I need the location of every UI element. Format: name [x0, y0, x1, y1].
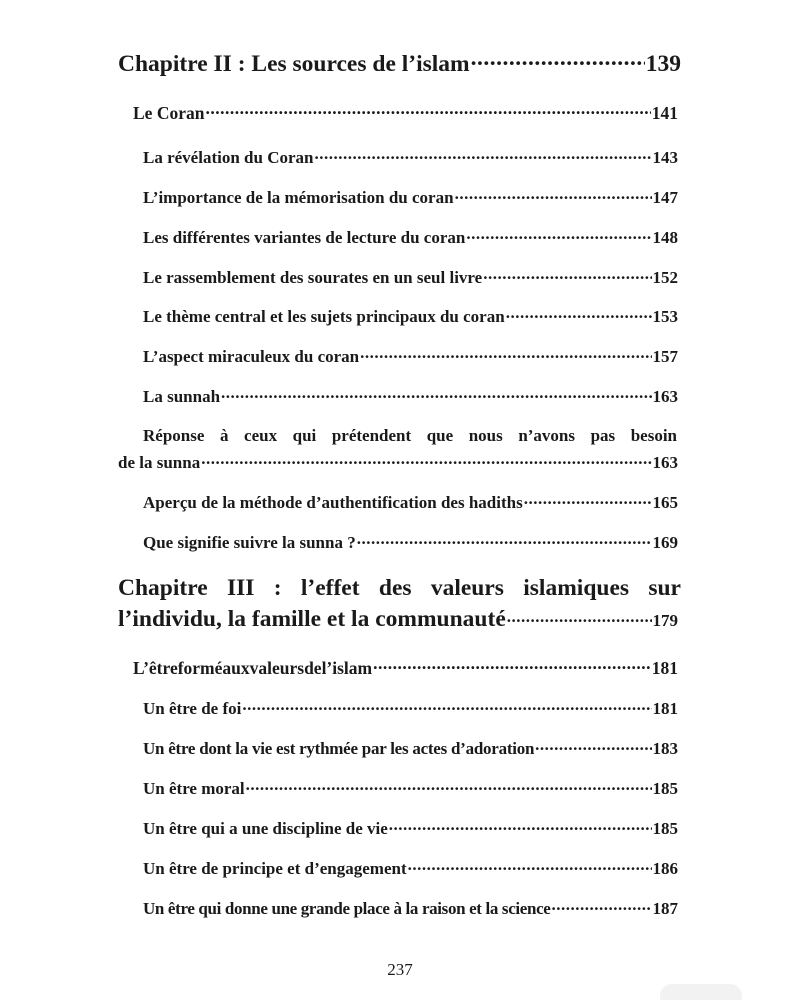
toc-entry	[143, 345, 678, 367]
toc-title: La révélation du Coran	[143, 148, 314, 167]
toc-title: Un être de principe et d’engagement	[143, 859, 407, 878]
toc-title: Les différentes variantes de lecture du coran	[143, 228, 466, 247]
leader-dots	[507, 609, 652, 626]
toc-page: 163	[652, 387, 678, 406]
toc-title: Chapitre II : Les sources de l’islam	[118, 50, 470, 77]
leader-dots	[408, 857, 652, 874]
toc-entry	[143, 777, 678, 799]
leader-dots	[221, 385, 651, 402]
toc-entry	[143, 226, 678, 248]
toc-entry	[143, 817, 678, 839]
leader-dots	[201, 451, 651, 468]
leader-dots	[483, 266, 651, 283]
leader-dots	[246, 777, 652, 794]
toc-entry	[143, 697, 678, 719]
leader-dots	[314, 146, 651, 163]
toc-section-coran	[133, 101, 678, 124]
leader-dots	[360, 345, 651, 362]
toc-entry	[143, 146, 678, 168]
toc-entry-reponse	[118, 451, 678, 473]
toc-title: Le thème central et les sujets principaux du coran	[143, 307, 505, 326]
toc-page: 186	[652, 859, 678, 878]
page-number: 237	[387, 960, 413, 979]
toc-chapter-3-line1: Chapitre III : l’effet des valeurs islamiques sur	[118, 575, 681, 601]
toc-title: L’importance de la mémorisation du coran	[143, 188, 454, 207]
toc-title: L’êtreforméauxvaleursdel’islam	[133, 657, 373, 678]
toc-page: 183	[652, 739, 678, 758]
toc-entry-reponse-line1: Réponse à ceux qui prétendent que nous n’avons pas besoin	[143, 426, 677, 445]
toc-page: 165	[652, 493, 678, 512]
toc-title: Que signifie suivre la sunna ?	[143, 533, 356, 552]
leader-dots	[535, 737, 651, 754]
toc-title: Le rassemblement des sourates en un seul livre	[143, 268, 483, 287]
leader-dots	[242, 697, 651, 714]
leader-dots	[466, 226, 651, 243]
toc-title: Un être moral	[143, 779, 245, 798]
toc-page: 157	[652, 347, 678, 366]
toc-entry	[143, 385, 678, 407]
toc-title: l’individu, la famille et la communauté	[118, 606, 506, 632]
toc-page: 152	[652, 268, 678, 287]
toc-page: 181	[652, 699, 678, 718]
toc-page: 181	[651, 657, 678, 678]
toc-section-etre	[133, 656, 678, 679]
toc-entry	[143, 897, 678, 919]
toc-page: 179	[652, 611, 678, 630]
toc-entry	[143, 305, 678, 327]
page-corner-shadow	[660, 984, 742, 1000]
toc-title: Le Coran	[133, 102, 205, 123]
leader-dots	[357, 531, 652, 548]
toc-title: Un être dont la vie est rythmée par les actes d’adoration	[143, 739, 535, 758]
toc-page: 148	[652, 228, 678, 247]
leader-dots	[205, 101, 650, 119]
toc-page: 169	[652, 533, 678, 552]
toc-entry	[143, 186, 678, 208]
toc-title: L’aspect miraculeux du coran	[143, 347, 360, 366]
toc-title: Un être de foi	[143, 699, 242, 718]
toc-page: 187	[652, 899, 678, 918]
toc-page: 143	[652, 148, 678, 167]
toc-entry	[143, 531, 678, 553]
toc-title: Aperçu de la méthode d’authentification des hadiths	[143, 493, 523, 512]
toc-page: 185	[652, 779, 678, 798]
toc-page: 141	[651, 102, 678, 123]
toc-page: 163	[652, 453, 678, 472]
leader-dots	[506, 305, 652, 322]
toc-title: Un être qui a une discipline de vie	[143, 819, 388, 838]
toc-page: 185	[652, 819, 678, 838]
leader-dots	[524, 491, 652, 508]
toc-page: 139	[645, 50, 681, 77]
leader-dots	[373, 656, 651, 674]
leader-dots	[551, 897, 651, 914]
leader-dots	[471, 47, 645, 71]
leader-dots	[455, 186, 652, 203]
toc-chapter-2	[118, 47, 681, 78]
toc-entry	[143, 857, 678, 879]
toc-page: 147	[652, 188, 678, 207]
toc-title: Un être qui donne une grande place à la raison et la science	[143, 899, 551, 918]
toc-title: La sunnah	[143, 387, 221, 406]
toc-page: 153	[652, 307, 678, 326]
leader-dots	[389, 817, 652, 834]
toc-entry	[143, 737, 678, 759]
toc-chapter-3	[118, 606, 678, 633]
toc-entry	[143, 491, 678, 513]
toc-title: de la sunna	[118, 453, 201, 472]
toc-entry	[143, 266, 678, 288]
